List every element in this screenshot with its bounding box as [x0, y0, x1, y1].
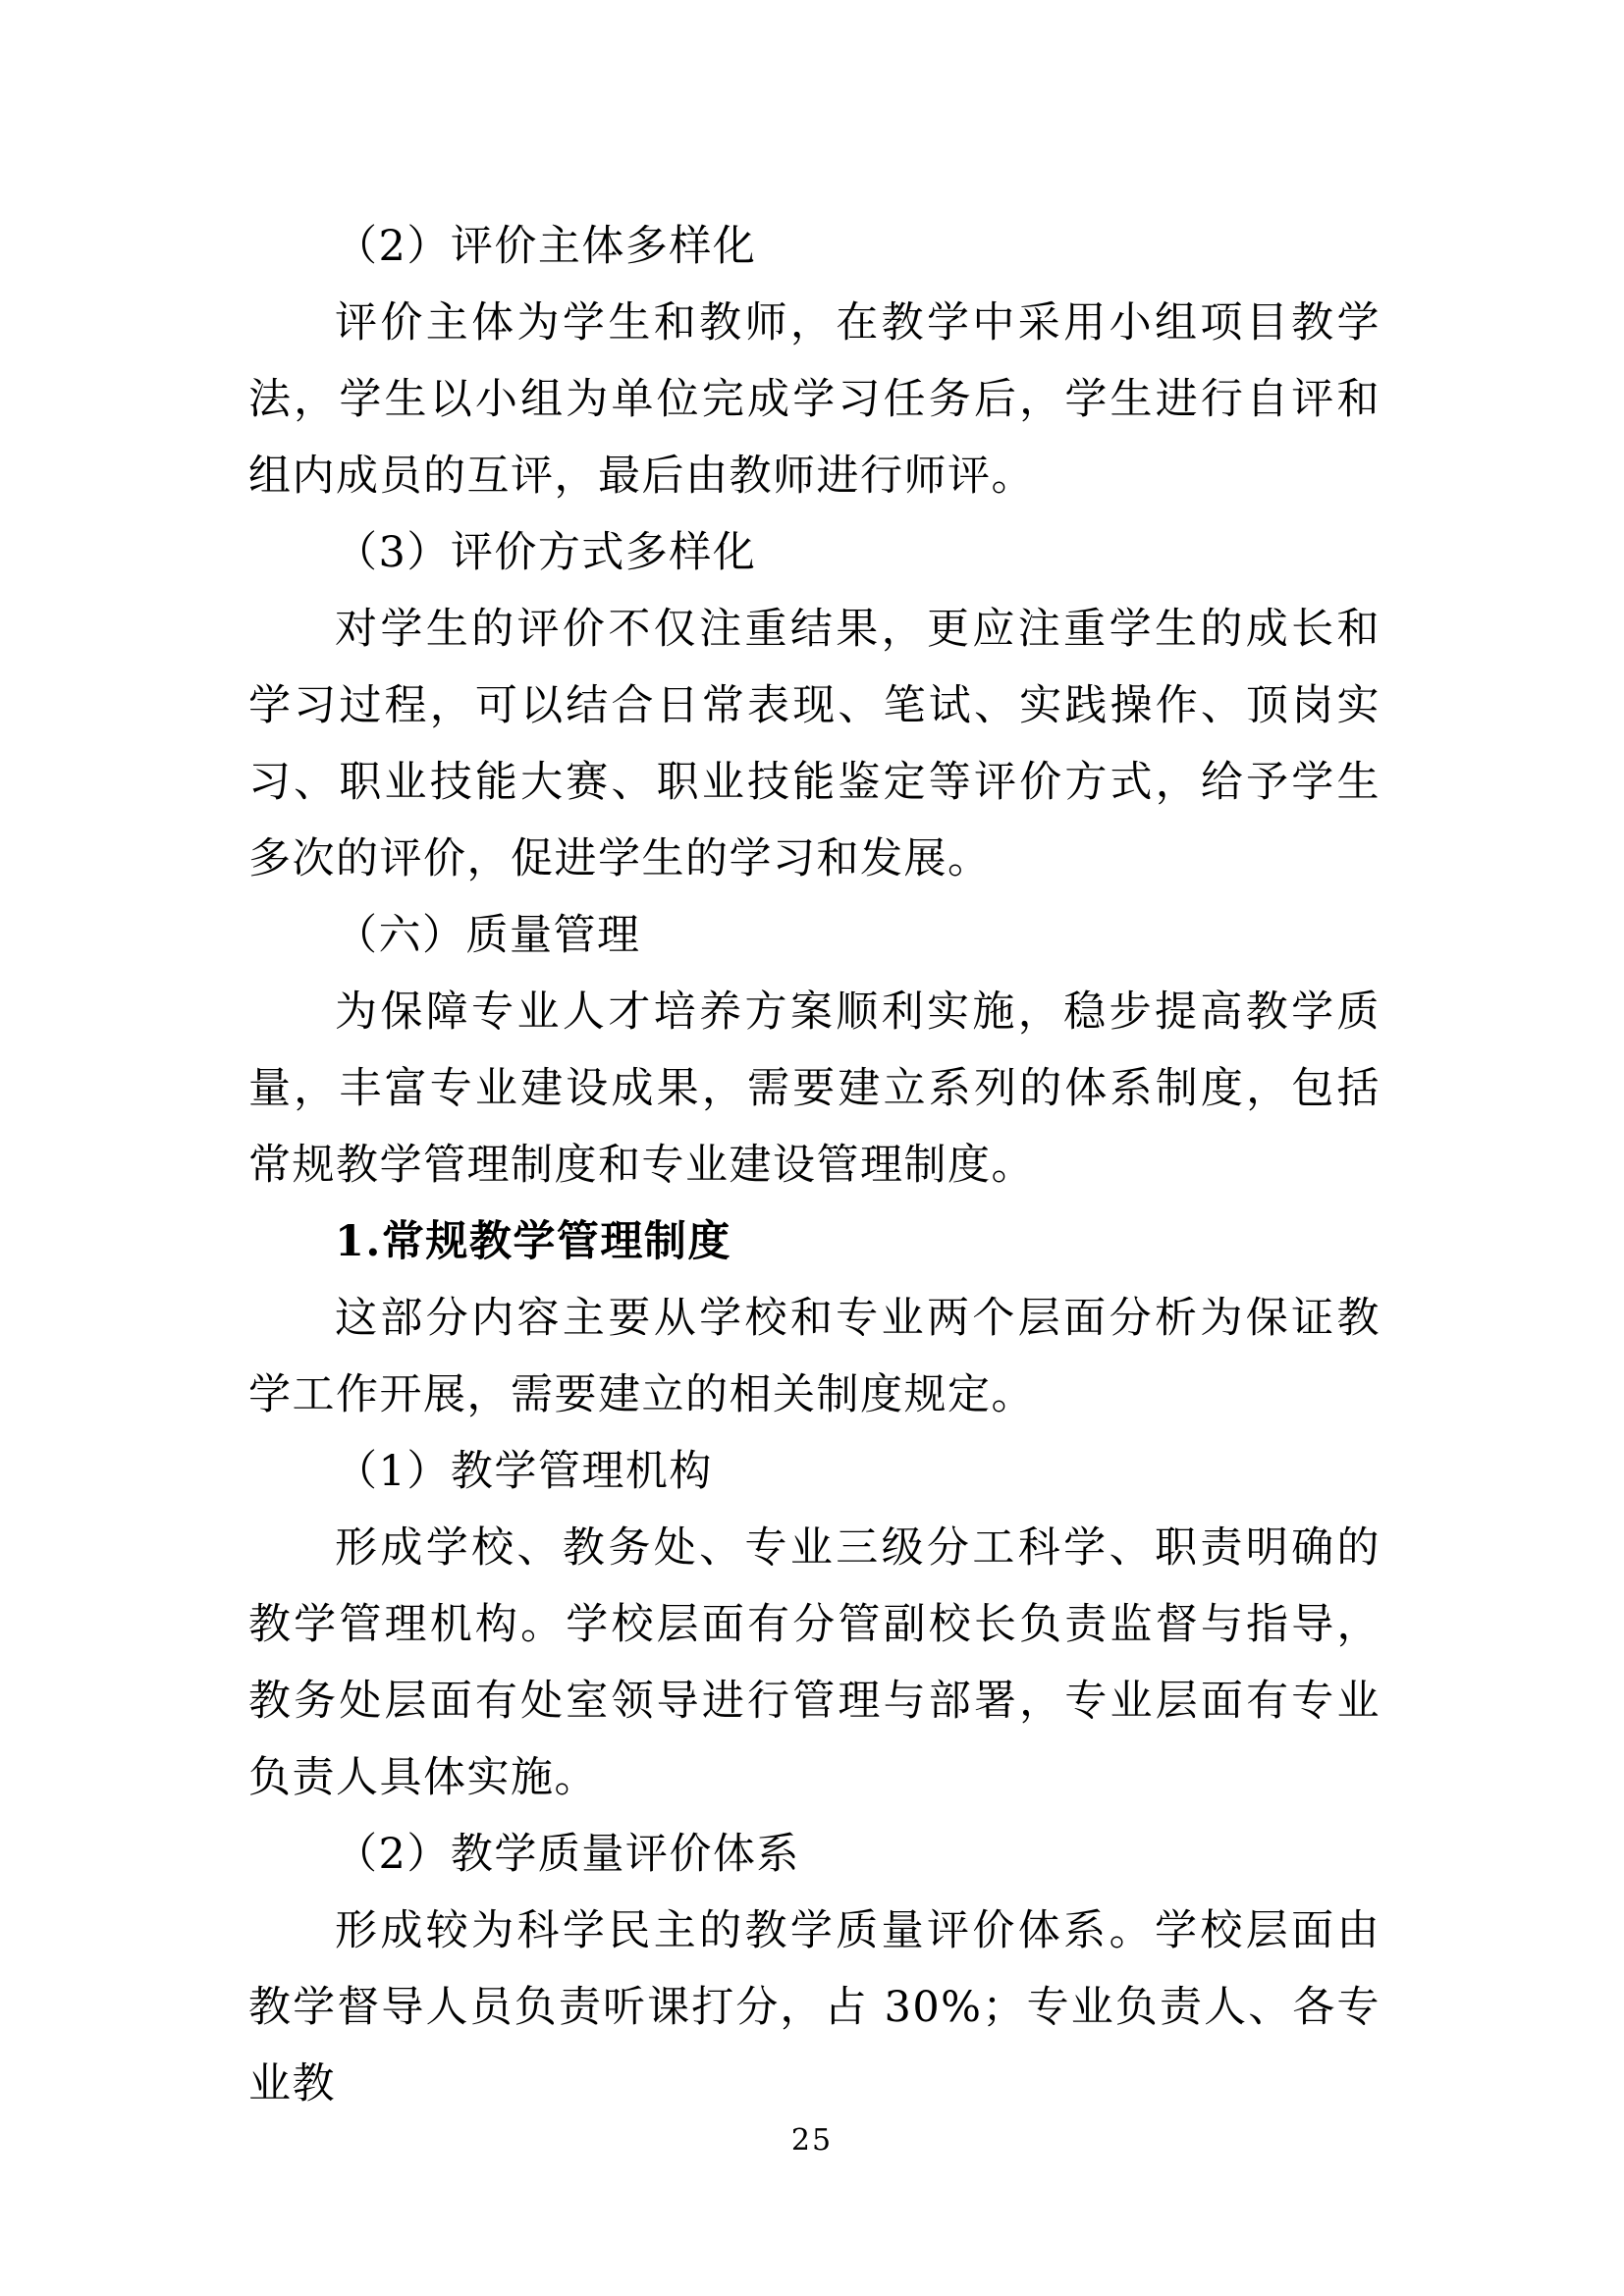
subheading-teaching-management-organization: （1）教学管理机构	[335, 1447, 713, 1496]
document-body	[248, 208, 1380, 2122]
para-teaching-management-organization: 形成学校、教务处、专业三级分工科学、职责明确的教学管理机构。学校层面有分管副校长负责监督与指导，教务处层面有处室领导进行管理与部署，专业层面有专业负责人具体实施。	[248, 1523, 1380, 1802]
para-teaching-quality-evaluation-system: 形成较为科学民主的教学质量评价体系。学校层面由教学督导人员负责听课打分，占 30%；专业负责人、各专业教	[248, 1906, 1380, 2109]
subheading-teaching-quality-evaluation-system: （2）教学质量评价体系	[335, 1830, 800, 1879]
section-heading-quality-management: （六）质量管理	[335, 911, 641, 960]
para-quality-management-intro: 为保障专业人才培养方案顺利实施，稳步提高教学质量，丰富专业建设成果，需要建立系列的体系制度，包括常规教学管理制度和专业建设管理制度。	[248, 988, 1380, 1190]
subheading-eval-subject-diversity: （2）评价主体多样化	[335, 222, 757, 271]
para-eval-subject-diversity: 评价主体为学生和教师，在教学中采用小组项目教学法，学生以小组为单位完成学习任务后，学生进行自评和组内成员的互评，最后由教师进行师评。	[248, 298, 1380, 501]
subheading-eval-method-diversity: （3）评价方式多样化	[335, 528, 757, 577]
page-number: 25	[790, 2123, 834, 2158]
para-regular-teaching-management-intro: 这部分内容主要从学校和专业两个层面分析为保证教学工作开展，需要建立的相关制度规定。	[248, 1294, 1380, 1419]
para-eval-method-diversity: 对学生的评价不仅注重结果，更应注重学生的成长和学习过程，可以结合日常表现、笔试、实践操作、顶岗实习、职业技能大赛、职业技能鉴定等评价方式，给予学生多次的评价，促进学生的学习和发展。	[248, 605, 1380, 883]
bold-heading-regular-teaching-management: 1.常规教学管理制度	[335, 1217, 731, 1266]
page-footer	[0, 2123, 1624, 2158]
